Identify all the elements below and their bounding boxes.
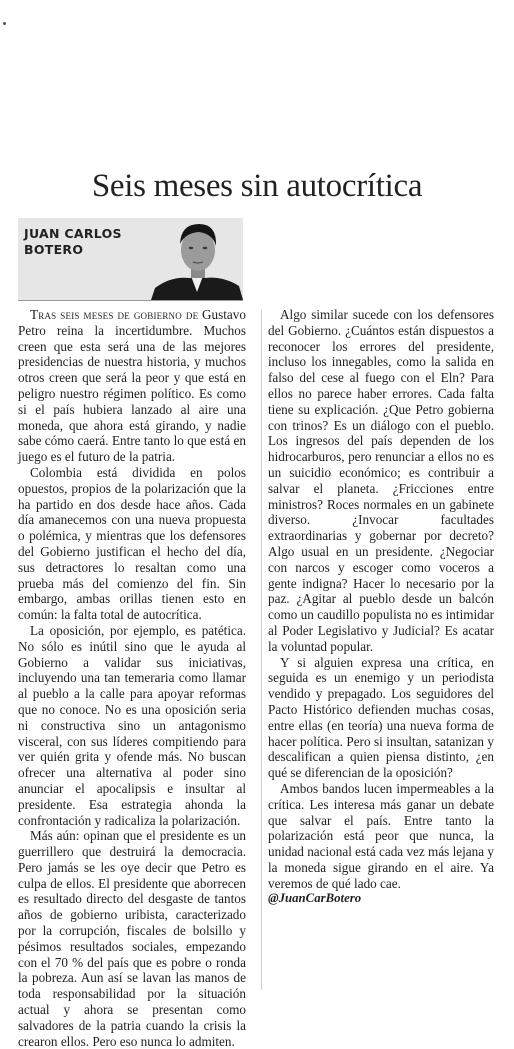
column-divider bbox=[261, 310, 262, 990]
column-left bbox=[18, 307, 246, 1049]
paragraph-2: Colombia está dividida en polos opuestos, propios de la polarización que la ha partido en dos desde hace años. Cada día amanecemos con una nueva propuesta o polémica, y mientras que los defensores del Gobierno justifican el hecho del día, sus detractores lo resaltan como una prueba más del comienzo del fin. Sin embargo, ambas orillas tienen esto en común: la falta total de autocrítica. bbox=[18, 464, 246, 623]
paragraph-7: Ambos bandos lucen impermeables a la crítica. Les interesa más ganar un debate que salvar el país. Entre tanto la polarización está peor que nunca, la unidad nacional está cada vez más lejana y la moneda sigue girando en el aire. Ya veremos de qué lado cae. bbox=[268, 780, 494, 891]
column-right bbox=[268, 307, 494, 907]
paragraph-1 bbox=[18, 307, 246, 465]
byline-box bbox=[18, 218, 243, 300]
author-twitter-handle: @JuanCarBotero bbox=[268, 891, 362, 906]
lead-in: Tras seis meses de gobierno de bbox=[30, 307, 199, 322]
paragraph-4: Más aún: opinan que el presidente es un guerrillero que destruirá la democracia. Pero jamás se les oye decir que Petro es culpa de ellos. El presidente que aborrecen es resultado directo del desgaste de tantos años de gobierno uribista, caracterizado por la corrupción, fiscales de bolsillo y pésimos resultados sociales, empezando con el 70 % del país que es pobre o ronda la pobreza. Aun así se lavan las manos de toda responsabilidad por la situación actual y ahora se presentan como salvadores de la patria cuando la crisis la crearon ellos. Pero eso nunca lo admiten. bbox=[18, 828, 246, 1049]
paragraph-6: Y si alguien expresa una crítica, en seguida es un enemigo y un periodista vendido y prepagado. Los seguidores del Pacto Histórico defienden muchas cosas, entre ellas (en teoría) una nueva forma de hacer política. Pero si insultan, satanizan y descalifican a quien piensa distinto, ¿en qué se diferencian de la oposición? bbox=[268, 654, 494, 781]
paragraph-text: Gustavo Petro reina la incertidumbre. Muchos creen que esta será una de las mejores presidencias de nuestra historia, y muchos otros creen que será la peor y que está en peligro nuestro régimen político. Es como si el país hubiera lanzado al aire una moneda, que ahora está girando, y nadie sabe cómo caerá. Entre tanto lo que está en juego es el futuro de la patria. bbox=[18, 307, 246, 465]
author-name-line1: JUAN CARLOS bbox=[24, 226, 122, 241]
paragraph-5: Algo similar sucede con los defensores del Gobierno. ¿Cuántos están dispuestos a reconocer los errores del presidente, incluso los innegables, como la salida en falso del cese al fuego con el Eln? Para ellos no parece haber errores. Cada falta tiene su explicación. ¿Que Petro gobierna con trinos? Es un diálogo con el pueblo. Los ingresos del país dependen de los hidrocarburos, pero renunciar a ellos no es un suicidio económico; es contribuir a salvar el planeta. ¿Fricciones entre ministros? Roces normales en un gabinete diverso. ¿Invocar facultades extraordinarias y gobernar por decreto? Algo usual en un presidente. ¿Negociar con narcos y escoger como voceros a gente indigna? Hacer lo necesario por la paz. ¿Agitar al pueblo desde un balcón como un caudillo populista no es intimidar al Poder Legislativo y Judicial? Es acatar la voluntad popular. bbox=[268, 307, 494, 654]
article-title: Seis meses sin autocrítica bbox=[91, 168, 423, 204]
scan-speck bbox=[3, 22, 6, 25]
author-name bbox=[24, 226, 122, 258]
author-photo bbox=[151, 218, 243, 300]
byline-rule bbox=[18, 300, 243, 301]
paragraph-3: La oposición, por ejemplo, es patética. No sólo es inútil sino que le ayuda al Gobierno a validar sus iniciativas, incluyendo una tan temeraria como llamar al pueblo a la calle para apoyar reformas que no conoce. No es una oposición seria ni constructiva sino un antagonismo visceral, con sus líderes compitiendo para ver quién grita y ofende más. No buscan ofrecer una alternativa al poder sino anunciar el apocalipsis e insultar al presidente. Esa estrategia ahonda la confrontación y radicaliza la polarización. bbox=[18, 622, 246, 828]
author-name-line2: BOTERO bbox=[24, 242, 84, 257]
